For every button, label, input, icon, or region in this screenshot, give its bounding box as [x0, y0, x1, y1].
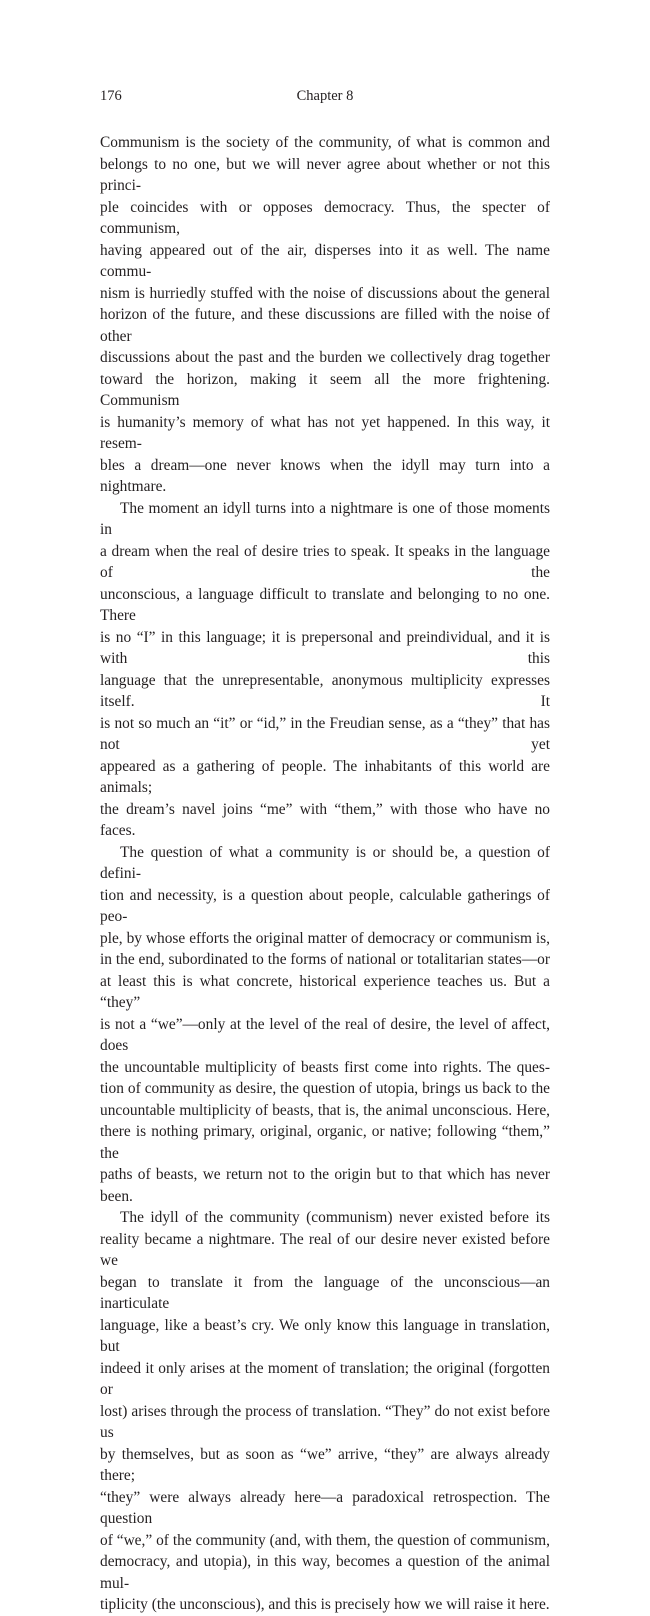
book-page — [100, 88, 550, 1616]
text-line: by themselves, but as soon as “we” arrive, “they” are always already there; — [100, 1445, 550, 1484]
running-header — [100, 88, 550, 108]
text-line: horizon of the future, and these discussions are filled with the noise of other — [100, 306, 550, 345]
text-line: tion and necessity, is a question about people, calculable gatherings of peo- — [100, 886, 550, 925]
text-line: ple coincides with or opposes democracy. Thus, the specter of communism, — [100, 198, 550, 237]
text-line: The question of what a community is or should be, a question of defini- — [100, 843, 550, 882]
text-line: language, like a beast’s cry. We only know this language in translation, but — [100, 1316, 550, 1355]
text-line: appeared as a gathering of people. The inhabitants of this world are animals; — [100, 757, 550, 796]
text-line: Communism is the society of the community, of what is common and — [100, 134, 550, 151]
text-line: discussions about the past and the burden we collectively drag together — [100, 349, 550, 366]
text-line: nism is hurriedly stuffed with the noise of discussions about the general — [100, 284, 550, 302]
text-line: there is nothing primary, original, organic, or native; following “them,” the — [100, 1123, 550, 1162]
text-line: uncountable multiplicity of beasts, that is, the animal unconscious. Here, — [100, 1101, 550, 1119]
text-line: bles a dream—one never knows when the idyll may turn into a nightmare. — [100, 456, 550, 495]
text-line: of “we,” of the community (and, with them, the question of communism, — [100, 1531, 550, 1549]
text-line: “they” were always already here—a paradoxical retrospection. The question — [100, 1488, 550, 1527]
text-line: the uncountable multiplicity of beasts first come into rights. The ques- — [100, 1058, 550, 1076]
text-line: the dream’s navel joins “me” with “them,” with those who have no faces. — [100, 800, 550, 839]
text-line: The idyll of the community (communism) never existed before its — [120, 1209, 550, 1226]
text-line: ple, by whose efforts the original matter of democracy or communism is, — [100, 929, 550, 947]
chapter-title: Chapter 8 — [296, 88, 354, 104]
text-line: belongs to no one, but we will never agree about whether or not this princi- — [100, 155, 550, 194]
text-line: having appeared out of the air, disperses into it as well. The name commu- — [100, 241, 550, 280]
text-line: toward the horizon, making it seem all the more frightening. Communism — [100, 370, 550, 409]
text-line: indeed it only arises at the moment of translation; the original (forgotten or — [100, 1359, 550, 1398]
text-line: lost) arises through the process of translation. “They” do not exist before us — [100, 1402, 550, 1441]
page-number: 176 — [100, 88, 122, 104]
text-line: paths of beasts, we return not to the origin but to that which has never been. — [100, 1166, 550, 1205]
text-line: is no “I” in this language; it is prepersonal and preindividual, and it is with this — [100, 628, 550, 667]
text-line: a dream when the real of desire tries to speak. It speaks in the language of the — [100, 542, 550, 581]
text-line: democracy, and utopia), in this way, becomes a question of the animal mul- — [100, 1553, 550, 1592]
text-line: in the end, subordinated to the forms of national or totalitarian states—or — [100, 951, 550, 968]
body-text — [100, 132, 550, 1616]
text-line: tion of community as desire, the question of utopia, brings us back to the — [100, 1080, 550, 1097]
text-line: is not a “we”—only at the level of the real of desire, the level of affect, does — [100, 1015, 550, 1054]
text-line: is not so much an “it” or “id,” in the Freudian sense, as a “they” that has not yet — [100, 714, 550, 753]
text-line: reality became a nightmare. The real of our desire never existed before we — [100, 1230, 550, 1269]
text-line: unconscious, a language difficult to translate and belonging to no one. There — [100, 585, 550, 624]
text-line: began to translate it from the language of the unconscious—an inarticulate — [100, 1273, 550, 1312]
text-line: language that the unrepresentable, anonymous multiplicity expresses itself. It — [100, 671, 550, 710]
text-line: tiplicity (the unconscious), and this is precisely how we will raise it here. — [100, 1596, 550, 1613]
text-line: is humanity’s memory of what has not yet happened. In this way, it resem- — [100, 413, 550, 452]
text-line: at least this is what concrete, historical experience teaches us. But a “they” — [100, 972, 550, 1011]
text-line: The moment an idyll turns into a nightmare is one of those moments in — [100, 499, 550, 538]
